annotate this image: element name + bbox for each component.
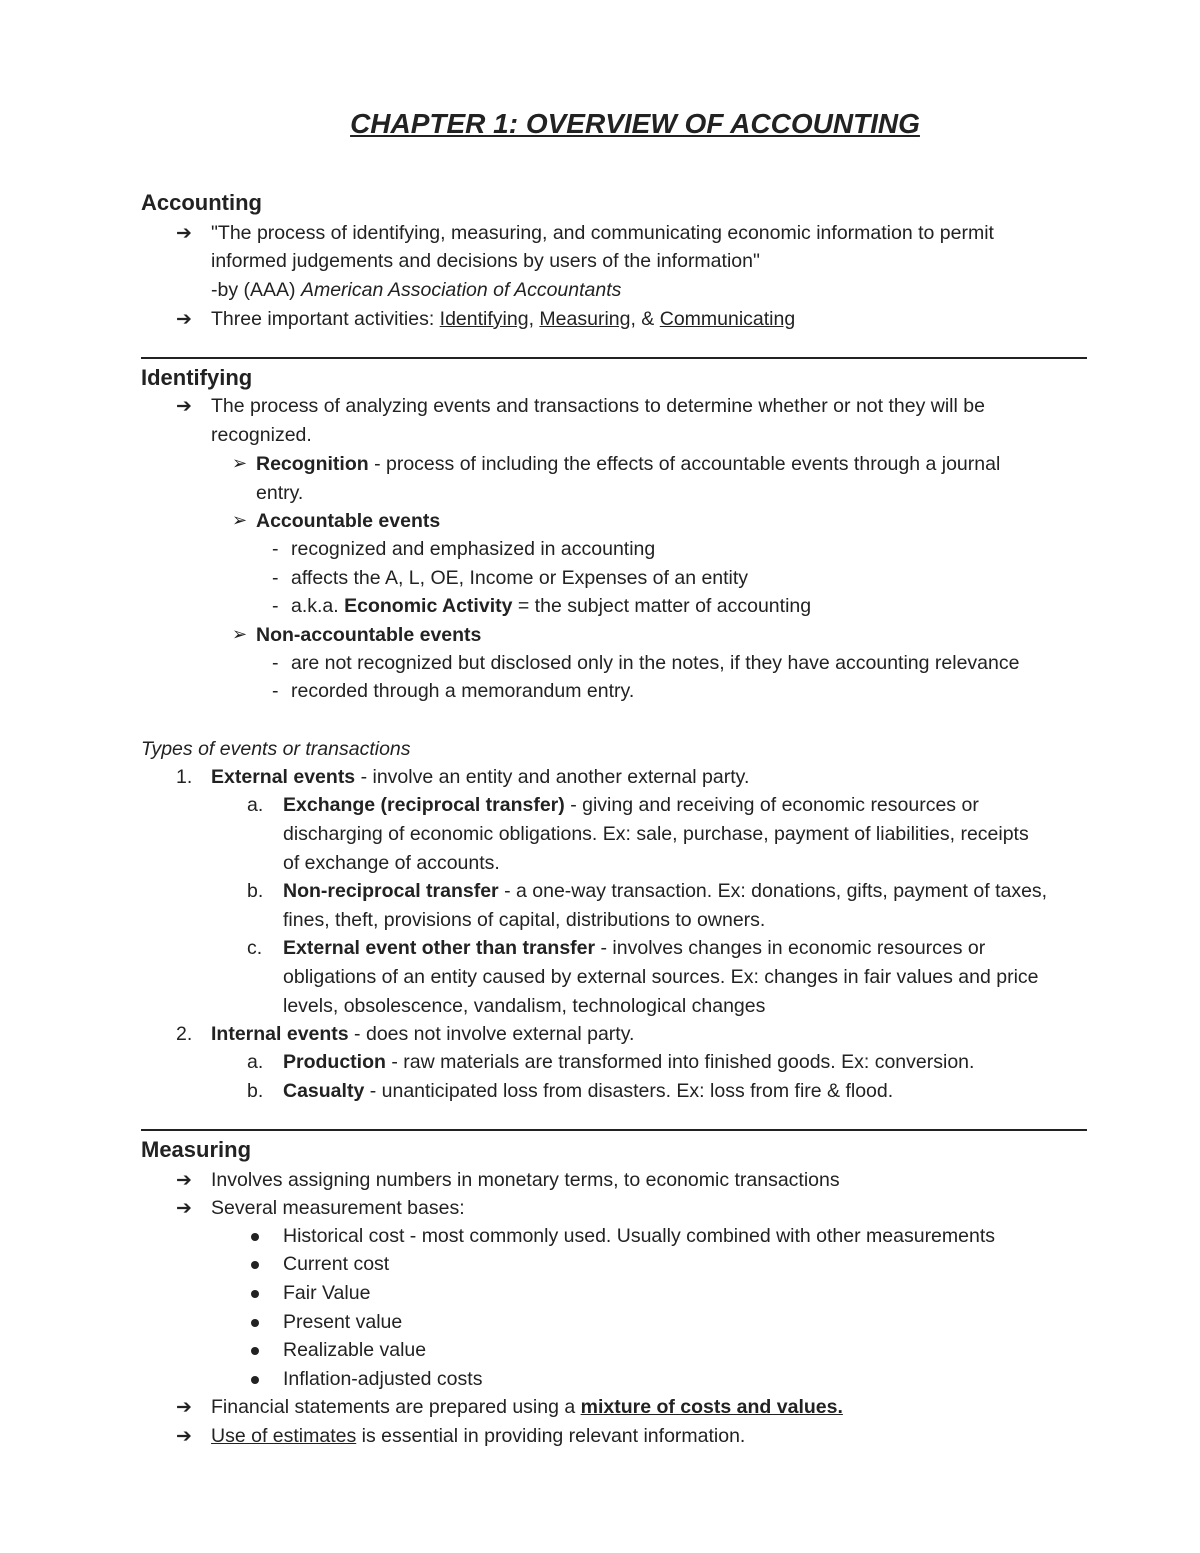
non-reciprocal-line-2: fines, theft, provisions of capital, distributions to owners.	[283, 909, 766, 931]
measurement-basis: Fair Value	[283, 1282, 371, 1304]
measurement-basis: Current cost	[283, 1253, 390, 1275]
section-heading-measuring: Measuring	[141, 1137, 252, 1162]
casualty-item	[283, 1077, 893, 1105]
list-letter: b.	[247, 1080, 264, 1102]
exchange-text: - giving and receiving of economic resources or	[564, 794, 979, 816]
list-letter: a.	[247, 1051, 264, 1073]
measurement-basis: Inflation-adjusted costs	[283, 1368, 483, 1390]
non-reciprocal-text: - a one-way transaction. Ex: donations, gifts, payment of taxes,	[498, 880, 1048, 902]
aka-prefix: a.k.a.	[291, 595, 345, 617]
activity-measuring: Measuring	[539, 308, 631, 330]
exchange-line-3: of exchange of accounts.	[283, 852, 500, 874]
non-accountable-item-1: are not recognized but disclosed only in the notes, if they have accounting relevance	[291, 652, 1020, 674]
production-item	[283, 1048, 974, 1076]
accounting-source	[211, 276, 621, 304]
other-than-transfer-item	[283, 934, 985, 962]
measurement-basis: Historical cost - most commonly used. Usually combined with other measurements	[283, 1225, 996, 1247]
mixture-term: mixture of costs and values.	[580, 1396, 843, 1418]
source-prefix: -by (AAA)	[211, 279, 301, 301]
economic-activity-text: = the subject matter of accounting	[512, 595, 812, 617]
list-number: 1.	[176, 766, 193, 788]
accountable-item-1: recognized and emphasized in accounting	[291, 538, 656, 560]
arrow-bullet-icon: ➔	[176, 1426, 192, 1447]
dash-bullet-icon: -	[272, 595, 279, 617]
bullet-dot-icon	[251, 1290, 259, 1298]
recognition-item	[256, 450, 1000, 478]
bullet-dot-icon	[251, 1319, 259, 1327]
financial-statements-line	[211, 1393, 843, 1421]
other-than-transfer-text: - involves changes in economic resources or	[595, 937, 986, 959]
identifying-definition-line-2: recognized.	[211, 424, 312, 446]
bullet-dot-icon	[251, 1233, 259, 1241]
economic-activity-term: Economic Activity	[344, 595, 513, 617]
list-letter: a.	[247, 794, 264, 816]
bullet-dot-icon	[251, 1261, 259, 1269]
arrow-bullet-icon: ➔	[176, 396, 192, 417]
activity-separator: , &	[630, 308, 660, 330]
dash-bullet-icon: -	[272, 652, 279, 674]
exchange-line-2: discharging of economic obligations. Ex: sale, purchase, payment of liabilities, receipts	[283, 823, 1029, 845]
activity-communicating: Communicating	[659, 308, 796, 330]
casualty-text: - unanticipated loss from disasters. Ex: loss from fire & flood.	[364, 1080, 894, 1102]
dash-bullet-icon: -	[272, 680, 279, 702]
list-number: 2.	[176, 1023, 193, 1045]
source-name: American Association of Accountants	[300, 279, 622, 301]
arrow-bullet-icon: ➔	[176, 1170, 192, 1191]
activity-separator: ,	[528, 308, 540, 330]
internal-events-text: - does not involve external party.	[348, 1023, 635, 1045]
internal-events-term: Internal events	[211, 1023, 349, 1045]
external-events-text: - involve an entity and another external party.	[355, 766, 750, 788]
external-events-item	[211, 763, 749, 791]
section-divider	[141, 1129, 1087, 1131]
identifying-definition-line-1: The process of analyzing events and transactions to determine whether or not they will be	[211, 395, 985, 417]
bullet-dot-icon	[251, 1376, 259, 1384]
dash-bullet-icon: -	[272, 567, 279, 589]
recognition-continuation: entry.	[256, 482, 304, 504]
exchange-term: Exchange (reciprocal transfer)	[283, 794, 565, 816]
triangle-bullet-icon: ➢	[232, 624, 248, 644]
accountable-item-2: affects the A, L, OE, Income or Expenses of an entity	[291, 567, 749, 589]
non-reciprocal-item	[283, 877, 1047, 905]
measuring-line-2: Several measurement bases:	[211, 1197, 465, 1219]
page-title: CHAPTER 1: OVERVIEW OF ACCOUNTING	[350, 108, 920, 139]
external-events-term: External events	[211, 766, 356, 788]
list-letter: b.	[247, 880, 264, 902]
triangle-bullet-icon: ➢	[232, 510, 248, 530]
recognition-term: Recognition	[256, 453, 369, 475]
measurement-basis: Realizable value	[283, 1339, 427, 1361]
non-accountable-item-2: recorded through a memorandum entry.	[291, 680, 635, 702]
other-than-transfer-line-2: obligations of an entity caused by external sources. Ex: changes in fair values and price	[283, 966, 1039, 988]
activity-identifying: Identifying	[439, 308, 529, 330]
non-accountable-events-term: Non-accountable events	[256, 624, 482, 646]
estimates-text: is essential in providing relevant information.	[356, 1425, 746, 1447]
arrow-bullet-icon: ➔	[176, 1198, 192, 1219]
casualty-term: Casualty	[283, 1080, 365, 1102]
accountable-events-term: Accountable events	[256, 510, 441, 532]
section-divider	[141, 357, 1087, 359]
exchange-item	[283, 791, 979, 819]
recognition-text: - process of including the effects of accountable events through a journal	[368, 453, 1001, 475]
arrow-bullet-icon: ➔	[176, 223, 192, 244]
triangle-bullet-icon: ➢	[232, 453, 248, 473]
internal-events-item	[211, 1020, 634, 1048]
accounting-definition-line-1: "The process of identifying, measuring, and communicating economic information to permit	[211, 222, 994, 244]
arrow-bullet-icon: ➔	[176, 1397, 192, 1418]
section-heading-accounting: Accounting	[141, 190, 262, 215]
measurement-basis: Present value	[283, 1311, 403, 1333]
other-than-transfer-line-3: levels, obsolescence, vandalism, technological changes	[283, 995, 766, 1017]
arrow-bullet-icon: ➔	[176, 309, 192, 330]
accountable-item-3	[291, 592, 811, 620]
production-term: Production	[283, 1051, 386, 1073]
production-text: - raw materials are transformed into finished goods. Ex: conversion.	[385, 1051, 975, 1073]
non-reciprocal-term: Non-reciprocal transfer	[283, 880, 499, 902]
types-heading: Types of events or transactions	[141, 738, 411, 760]
other-than-transfer-term: External event other than transfer	[283, 937, 596, 959]
estimates-line	[211, 1422, 745, 1450]
fs-prefix: Financial statements are prepared using a	[211, 1396, 581, 1418]
list-letter: c.	[247, 937, 263, 959]
accounting-activities	[211, 305, 795, 333]
dash-bullet-icon: -	[272, 538, 279, 560]
estimates-term: Use of estimates	[211, 1425, 357, 1447]
section-heading-identifying: Identifying	[141, 365, 253, 390]
measuring-line-1: Involves assigning numbers in monetary terms, to economic transactions	[211, 1169, 840, 1191]
activities-prefix: Three important activities:	[211, 308, 440, 330]
accounting-definition-line-2: informed judgements and decisions by users of the information"	[211, 250, 760, 272]
bullet-dot-icon	[251, 1347, 259, 1355]
